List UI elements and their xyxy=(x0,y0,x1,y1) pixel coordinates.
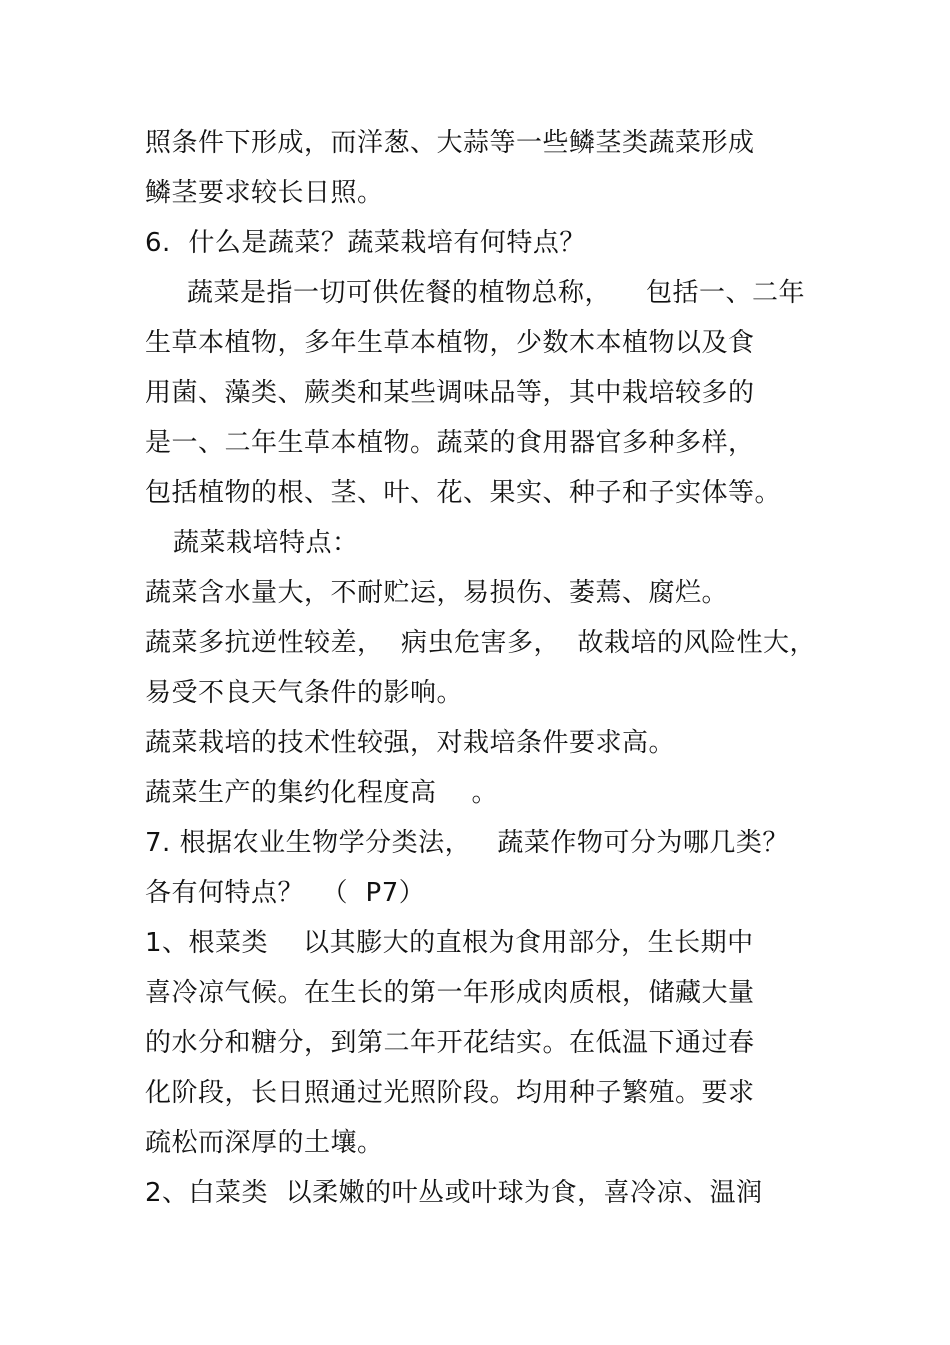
text-line: 是一、二年生草本植物。蔬菜的食用器官多种多样， xyxy=(145,428,755,458)
question-heading: 6. 什么是蔬菜？蔬菜栽培有何特点？ xyxy=(145,228,586,258)
text-line: 易受不良天气条件的影响。 xyxy=(145,678,464,708)
text-line: 各有何特点？ （ P7） xyxy=(145,878,426,908)
text-line: 蔬菜是指一切可供佐餐的植物总称， 包括一、二年 xyxy=(187,278,806,308)
text-line: 蔬菜多抗逆性较差， 病虫危害多， 故栽培的风险性大， xyxy=(145,628,817,658)
text-line: 蔬菜生产的集约化程度高 。 xyxy=(145,778,499,808)
section-subheading: 蔬菜栽培特点： xyxy=(173,528,359,558)
text-line: 化阶段，长日照通过光照阶段。均用种子繁殖。要求 xyxy=(145,1078,755,1108)
text-line: 蔬菜含水量大，不耐贮运，易损伤、萎蔫、腐烂。 xyxy=(145,578,729,608)
text-line: 鳞茎要求较长日照。 xyxy=(145,178,384,208)
text-line: 包括植物的根、茎、叶、花、果实、种子和子实体等。 xyxy=(145,478,782,508)
text-line: 照条件下形成，而洋葱、大蒜等一些鳞茎类蔬菜形成 xyxy=(145,128,755,158)
text-line: 喜冷凉气候。在生长的第一年形成肉质根，储藏大量 xyxy=(145,978,755,1008)
text-line: 蔬菜栽培的技术性较强，对栽培条件要求高。 xyxy=(145,728,676,758)
list-item: 2、白菜类 以柔嫩的叶丛或叶球为食，喜冷凉、温润 xyxy=(145,1178,763,1208)
text-line: 的水分和糖分，到第二年开花结实。在低温下通过春 xyxy=(145,1028,755,1058)
list-item: 1、根菜类 以其膨大的直根为食用部分，生长期中 xyxy=(145,928,754,958)
text-line: 用菌、藻类、蕨类和某些调味品等，其中栽培较多的 xyxy=(145,378,755,408)
text-line: 生草本植物，多年生草本植物，少数木本植物以及食 xyxy=(145,328,755,358)
text-line: 疏松而深厚的土壤。 xyxy=(145,1128,384,1158)
question-heading: 7. 根据农业生物学分类法， 蔬菜作物可分为哪几类？ xyxy=(145,828,789,858)
